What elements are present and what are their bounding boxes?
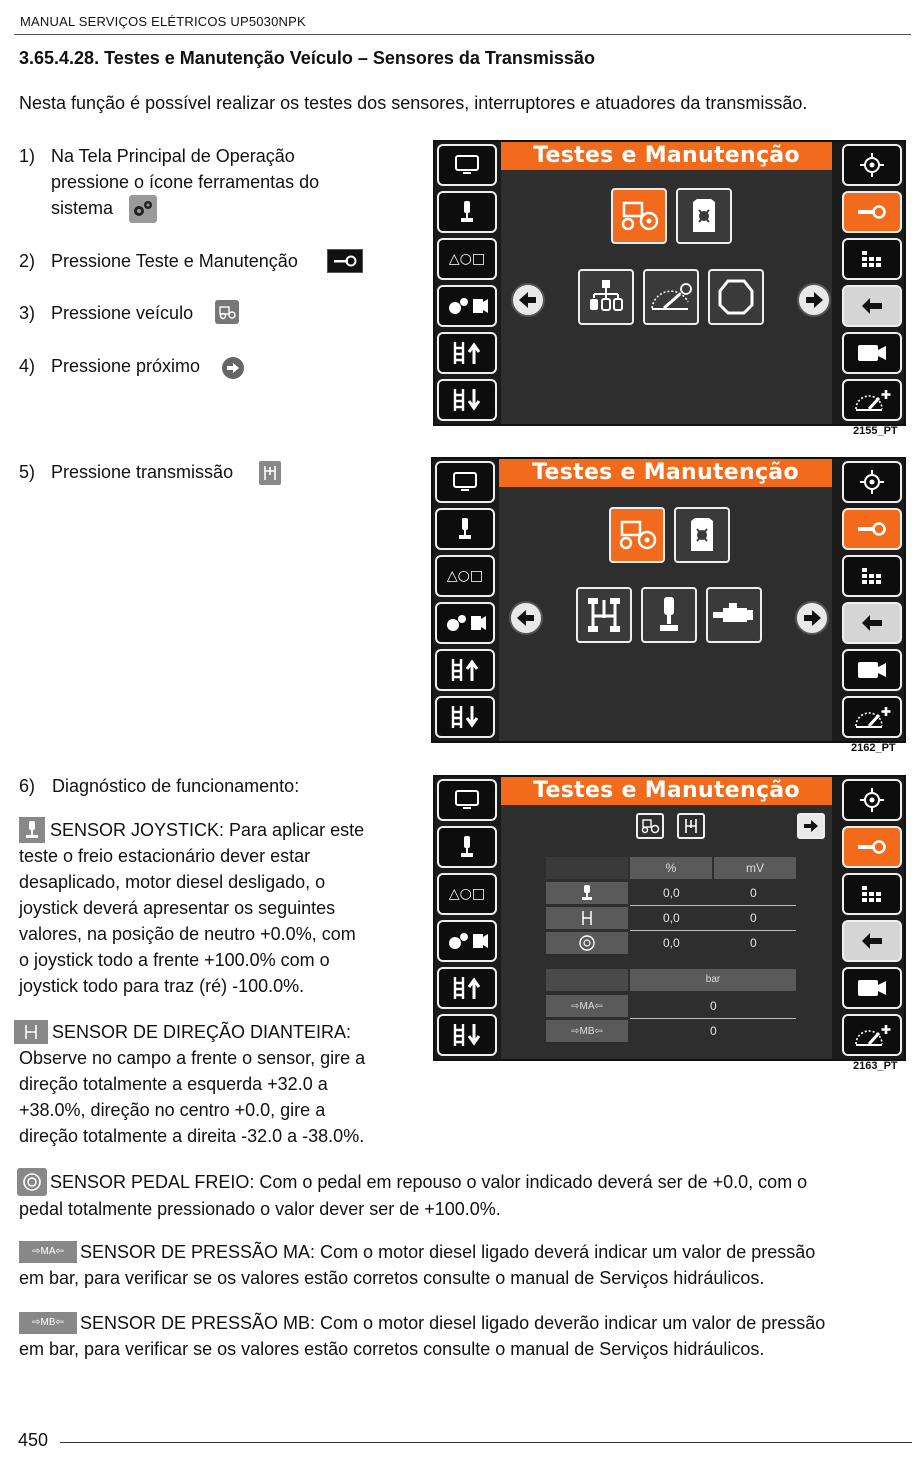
monitor-button[interactable]: [437, 144, 497, 186]
pressure-ma-icon: ⇨MA⇦: [19, 1241, 77, 1263]
menu-grid-button[interactable]: [842, 238, 902, 280]
section-title: 3.65.4.28. Testes e Manutenção Veículo – Sensores da Transmissão: [19, 48, 595, 68]
direction-line: direção totalmente a esquerda +32.0 a: [19, 1074, 328, 1094]
joystick-sensor-text: [19, 817, 419, 999]
screen-3: [433, 775, 906, 1061]
brake-sensor-text: [17, 1168, 907, 1222]
joystick-mv: 0: [750, 886, 757, 900]
tile-actuator[interactable]: [706, 587, 762, 643]
joystick-line: joystick deverá apresentar os seguintes: [19, 898, 336, 918]
screen-title: Testes e Manutenção: [501, 777, 832, 805]
steps-block-1: [19, 143, 419, 443]
monitor-button[interactable]: [437, 779, 497, 821]
direction-line: +38.0%, direção no centro +0.0, gire a: [19, 1100, 326, 1120]
step-6: [19, 773, 299, 799]
camera-button[interactable]: [842, 332, 902, 374]
breadcrumb-vehicle-icon[interactable]: [636, 813, 664, 839]
header-divider: [14, 34, 911, 35]
brake-icon: [17, 1168, 47, 1196]
intro-text: Nesta função é possível realizar os testes dos sensores, interruptores e atuadores da transmissão.: [19, 93, 808, 113]
brake-line2: pedal totalmente pressionado o valor dever ser de +100.0%.: [19, 1199, 501, 1219]
gauge-add-button[interactable]: [842, 696, 902, 738]
step-5-num: 5): [19, 462, 36, 482]
prev-arrow-button[interactable]: [511, 283, 545, 317]
joystick-line: desaplicado, motor diesel desligado, o: [19, 872, 326, 892]
screen-title: Testes e Manutenção: [499, 459, 832, 487]
gear-camera-button[interactable]: [437, 285, 497, 327]
figure-caption: 2155_PT: [853, 425, 898, 437]
joystick-button[interactable]: [437, 826, 497, 868]
shapes-button[interactable]: △○□: [437, 873, 497, 915]
transmission-icon: [259, 461, 281, 485]
ma-line1: SENSOR DE PRESSÃO MA: Com o motor diesel ligado deverá indicar um valor de pressão: [80, 1242, 816, 1262]
pressure-mb-row-icon: ⇨ MB ⇦: [546, 1020, 628, 1042]
menu-grid-button[interactable]: [842, 555, 902, 597]
gauge-add-button[interactable]: [842, 379, 902, 421]
lift-up-button[interactable]: [437, 332, 497, 374]
tile-network[interactable]: [578, 269, 634, 325]
mb-line2: em bar, para verificar se os valores estão corretos consulte o manual de Serviços hidráulicos.: [19, 1339, 765, 1359]
wrench-icon: [327, 249, 363, 273]
joystick-pct: 0,0: [663, 886, 680, 900]
brake-row-icon: [546, 932, 628, 954]
joystick-button[interactable]: [435, 508, 495, 550]
tab-implement[interactable]: [676, 188, 732, 244]
monitor-button[interactable]: [435, 461, 495, 503]
camera-button[interactable]: [842, 967, 902, 1009]
joystick-label: SENSOR JOYSTICK: Para aplicar este: [50, 820, 365, 840]
step-1-line2: pressione o ícone ferramentas do: [51, 172, 320, 192]
mb-line1: SENSOR DE PRESSÃO MB: Com o motor diesel ligado deverão indicar um valor de pressão: [80, 1313, 826, 1333]
direction-line: Observe no campo a frente o sensor, gire a: [19, 1048, 366, 1068]
pressure-corner: [546, 969, 628, 991]
direction-line: direção totalmente a direita -32.0 a -38.0%.: [19, 1126, 365, 1146]
tile-joystick[interactable]: [641, 587, 697, 643]
table-corner: [546, 857, 628, 879]
next-page-button[interactable]: [797, 813, 825, 839]
gps-target-button[interactable]: [842, 779, 902, 821]
back-button[interactable]: [842, 602, 902, 644]
figure-caption: 2163_PT: [853, 1060, 898, 1072]
pressure-mb-label: MB: [579, 1025, 595, 1037]
steering-mv: 0: [750, 911, 757, 925]
col-bar: bar: [630, 969, 796, 991]
shapes-button[interactable]: △○□: [437, 238, 497, 280]
lift-up-button[interactable]: [435, 649, 495, 691]
row-divider: [630, 930, 796, 931]
step-2-text: Pressione Teste e Manutenção: [51, 251, 298, 271]
joystick-line: teste o freio estacionário dever estar: [19, 846, 311, 866]
tab-vehicle[interactable]: [611, 188, 667, 244]
joystick-button[interactable]: [437, 191, 497, 233]
step-6-text: Diagnóstico de funcionamento:: [52, 776, 300, 796]
tools-button[interactable]: [842, 508, 902, 550]
pressure-ma-value: 0: [710, 999, 717, 1013]
ma-line2: em bar, para verificar se os valores estão corretos consulte o manual de Serviços hidráulicos.: [19, 1268, 765, 1288]
gps-target-button[interactable]: [842, 461, 902, 503]
joystick-line: joystick todo para traz (ré) -100.0%.: [19, 976, 305, 996]
pressure-ma-label: MA: [579, 1000, 595, 1012]
col-percent: %: [630, 857, 712, 879]
step-4-text: Pressione próximo: [51, 356, 201, 376]
step-6-num: 6): [19, 776, 36, 796]
tab-implement[interactable]: [674, 507, 730, 563]
system-tools-icon: [129, 195, 157, 223]
figure-caption: 2162_PT: [851, 742, 896, 754]
next-arrow-button[interactable]: [795, 601, 829, 635]
gauge-add-button[interactable]: [842, 1014, 902, 1056]
pressure-mb-icon: ⇨MB⇦: [19, 1312, 77, 1334]
tools-button[interactable]: [842, 191, 902, 233]
col-mv: mV: [714, 857, 796, 879]
tile-engine[interactable]: [708, 269, 764, 325]
step-5-text: Pressione transmissão: [51, 462, 234, 482]
shapes-button[interactable]: △○□: [435, 555, 495, 597]
ma-sensor-text: [19, 1239, 909, 1291]
step-1-line1: Na Tela Principal de Operação: [51, 146, 295, 166]
gear-camera-button[interactable]: [435, 602, 495, 644]
direction-label: SENSOR DE DIREÇÃO DIANTEIRA:: [52, 1022, 352, 1042]
brake-mv: 0: [750, 936, 757, 950]
tile-gauge[interactable]: [643, 269, 699, 325]
step-3-text: Pressione veículo: [51, 303, 194, 323]
steering-sensor-icon: [14, 1020, 48, 1044]
menu-grid-button[interactable]: [842, 873, 902, 915]
row-divider: [630, 1018, 796, 1019]
step-3-num: 3): [19, 303, 36, 323]
row-divider: [630, 905, 796, 906]
pressure-mb-value: 0: [710, 1024, 717, 1038]
screen-2: [431, 457, 906, 743]
tile-transmission[interactable]: [576, 587, 632, 643]
back-button[interactable]: [842, 285, 902, 327]
direction-sensor-text: [14, 1019, 424, 1149]
joystick-row-icon: [546, 882, 628, 904]
tools-button[interactable]: [842, 826, 902, 868]
breadcrumb-transmission-icon[interactable]: [677, 813, 705, 839]
joystick-line: o joystick todo a frente +100.0% com o: [19, 950, 330, 970]
brake-pct: 0,0: [663, 936, 680, 950]
next-arrow-button[interactable]: [797, 283, 831, 317]
camera-button[interactable]: [842, 649, 902, 691]
steering-pct: 0,0: [663, 911, 680, 925]
back-button[interactable]: [842, 920, 902, 962]
step-2-num: 2): [19, 251, 36, 271]
gear-camera-button[interactable]: [437, 920, 497, 962]
footer-divider: [60, 1442, 912, 1443]
step-5: [19, 459, 419, 489]
lift-down-button[interactable]: [435, 696, 495, 738]
mb-sensor-text: [19, 1310, 914, 1362]
steering-row-icon: [546, 907, 628, 929]
vehicle-icon: [215, 300, 239, 324]
joystick-line: valores, na posição de neutro +0.0%, com: [19, 924, 356, 944]
screen-title: Testes e Manutenção: [501, 142, 832, 170]
joystick-icon: [19, 817, 45, 843]
brake-line1: SENSOR PEDAL FREIO: Com o pedal em repouso o valor indicado deverá ser de +0.0, com o: [50, 1172, 808, 1192]
lift-down-button[interactable]: [437, 379, 497, 421]
step-1-line3: sistema: [51, 198, 114, 218]
screen-1: [433, 140, 906, 426]
page-number: 450: [18, 1430, 49, 1450]
step-4-num: 4): [19, 356, 36, 376]
gps-target-button[interactable]: [842, 144, 902, 186]
manual-header: MANUAL SERVIÇOS ELÉTRICOS UP5030NPK: [20, 14, 306, 29]
prev-arrow-button[interactable]: [509, 601, 543, 635]
next-arrow-icon: [222, 357, 244, 379]
step-1-num: 1): [19, 146, 36, 166]
lift-up-button[interactable]: [437, 967, 497, 1009]
pressure-ma-row-icon: ⇨ MA ⇦: [546, 995, 628, 1017]
lift-down-button[interactable]: [437, 1014, 497, 1056]
tab-vehicle[interactable]: [609, 507, 665, 563]
